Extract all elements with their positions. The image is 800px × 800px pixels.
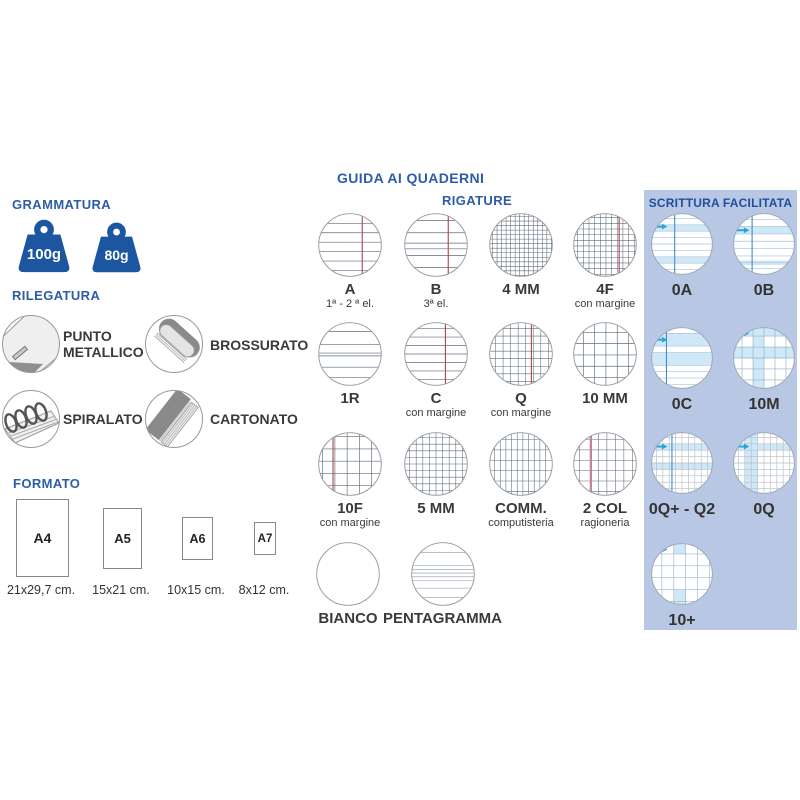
- easy-writing-item-0q2: [632, 431, 732, 519]
- page-title: GUIDA AI QUADERNI: [337, 170, 485, 186]
- ruling-label: C: [430, 390, 442, 407]
- paper-dimensions: 10x15 cm.: [167, 583, 225, 597]
- ruling-sublabel: con margine: [319, 517, 381, 529]
- ruling-item-pentagramma: [380, 541, 505, 626]
- ruling-item-5mm: [391, 431, 481, 517]
- binding-label: BROSSURATO: [210, 337, 309, 353]
- easy-writing-item-0q: [719, 431, 800, 519]
- ruling-pattern-icon: [488, 212, 554, 278]
- ruling-pattern-icon: [572, 431, 638, 497]
- paper-dimensions: 21x29,7 cm.: [6, 583, 76, 597]
- easy-writing-label: 10+: [668, 612, 696, 629]
- weight-100g: [15, 219, 73, 275]
- ruling-label: BIANCO: [318, 610, 378, 627]
- binding-label: CARTONATO: [210, 411, 298, 427]
- weight-label: 80g: [104, 247, 129, 263]
- paper-size-a6: [182, 517, 213, 560]
- ruling-label: B: [430, 281, 442, 298]
- ruling-label: 10 MM: [582, 390, 628, 407]
- easy-writing-label: 0C: [671, 396, 693, 413]
- ruling-label: 4F: [596, 281, 614, 298]
- ruling-sublabel: ragioneria: [580, 517, 630, 529]
- ruling-sublabel: 3ª el.: [423, 298, 449, 310]
- binding-label: SPIRALATO: [63, 411, 143, 427]
- ruling-pattern-icon: [403, 212, 469, 278]
- easy-writing-label: 10M: [748, 396, 780, 413]
- grammatura-heading: GRAMMATURA: [12, 197, 112, 212]
- easy-writing-pattern-icon: [732, 212, 796, 276]
- ruling-pattern-icon: [317, 321, 383, 387]
- easy-writing-item-0b: [719, 212, 800, 300]
- paper-dimensions: 8x12 cm.: [238, 583, 290, 597]
- easy-writing-item-10m: [719, 326, 800, 414]
- easy-writing-item-10plus: [637, 542, 727, 630]
- ruling-item-c: [391, 321, 481, 419]
- ruling-label: A: [344, 281, 356, 298]
- easy-writing-label: 0A: [671, 282, 693, 299]
- paper-size-a5: [103, 508, 142, 569]
- ruling-sublabel: con margine: [574, 298, 636, 310]
- paper-size-label: A6: [189, 531, 206, 546]
- weight-80g: [89, 222, 144, 275]
- easy-writing-label: 0Q+ - Q2: [648, 501, 716, 518]
- paper-size-label: A7: [257, 532, 273, 545]
- paper-size-label: A4: [33, 530, 52, 546]
- ruling-pattern-icon: [488, 321, 554, 387]
- ruling-pattern-icon: [317, 431, 383, 497]
- staple-binding-icon: [1, 314, 61, 374]
- ruling-pattern-icon: [403, 321, 469, 387]
- ruling-item-q: [476, 321, 566, 419]
- easy-writing-label: 0B: [753, 282, 775, 299]
- spiral-binding-icon: [1, 389, 61, 449]
- easy-writing-pattern-icon: [732, 326, 796, 390]
- easy-writing-item-0a: [637, 212, 727, 300]
- ruling-item-comm: [476, 431, 566, 529]
- easy-writing-item-0c: [637, 326, 727, 414]
- easy-writing-pattern-icon: [650, 431, 714, 495]
- easy-writing-pattern-icon: [732, 431, 796, 495]
- ruling-item-10f: [305, 431, 395, 529]
- ruling-label: 5 MM: [417, 500, 455, 517]
- rilegatura-heading: RILEGATURA: [12, 288, 101, 303]
- paper-size-a7: [254, 522, 276, 555]
- ruling-label: Q: [515, 390, 527, 407]
- ruling-pattern-icon: [488, 431, 554, 497]
- ruling-label: 10F: [337, 500, 363, 517]
- ruling-item-1r: [305, 321, 395, 407]
- paper-size-a4: [16, 499, 69, 577]
- ruling-sublabel: 1ª - 2 ª el.: [326, 298, 374, 310]
- easy-writing-pattern-icon: [650, 542, 714, 606]
- easy-writing-label: 0Q: [753, 501, 775, 518]
- ruling-pattern-icon: [572, 212, 638, 278]
- ruling-sublabel: computisteria: [488, 517, 554, 529]
- ruling-item-b: [391, 212, 481, 310]
- scrittura-facilitata-heading: SCRITTURA FACILITATA: [648, 196, 793, 210]
- rigature-heading: RIGATURE: [441, 193, 513, 208]
- ruling-pattern-icon: [410, 541, 476, 607]
- ruling-pattern-icon: [403, 431, 469, 497]
- ruling-pattern-icon: [572, 321, 638, 387]
- ruling-pattern-icon: [315, 541, 381, 607]
- ruling-item-4mm: [476, 212, 566, 298]
- ruling-label: 4 MM: [502, 281, 540, 298]
- ruling-item-a: [305, 212, 395, 310]
- ruling-sublabel: con margine: [490, 407, 552, 419]
- ruling-label: 1R: [340, 390, 360, 407]
- formato-heading: FORMATO: [13, 476, 81, 491]
- easy-writing-pattern-icon: [650, 212, 714, 276]
- ruling-sublabel: con margine: [405, 407, 467, 419]
- hardcover-binding-icon: [144, 389, 204, 449]
- paper-size-label: A5: [114, 531, 131, 546]
- ruling-label: 2 COL: [582, 500, 628, 517]
- weight-label: 100g: [26, 246, 62, 263]
- ruling-pattern-icon: [317, 212, 383, 278]
- paper-dimensions: 15x21 cm.: [92, 583, 150, 597]
- ruling-label: PENTAGRAMMA: [383, 610, 502, 627]
- glued-binding-icon: [144, 314, 204, 374]
- easy-writing-pattern-icon: [650, 326, 714, 390]
- binding-label: PUNTO METALLICO: [63, 328, 144, 360]
- ruling-label: COMM.: [495, 500, 547, 517]
